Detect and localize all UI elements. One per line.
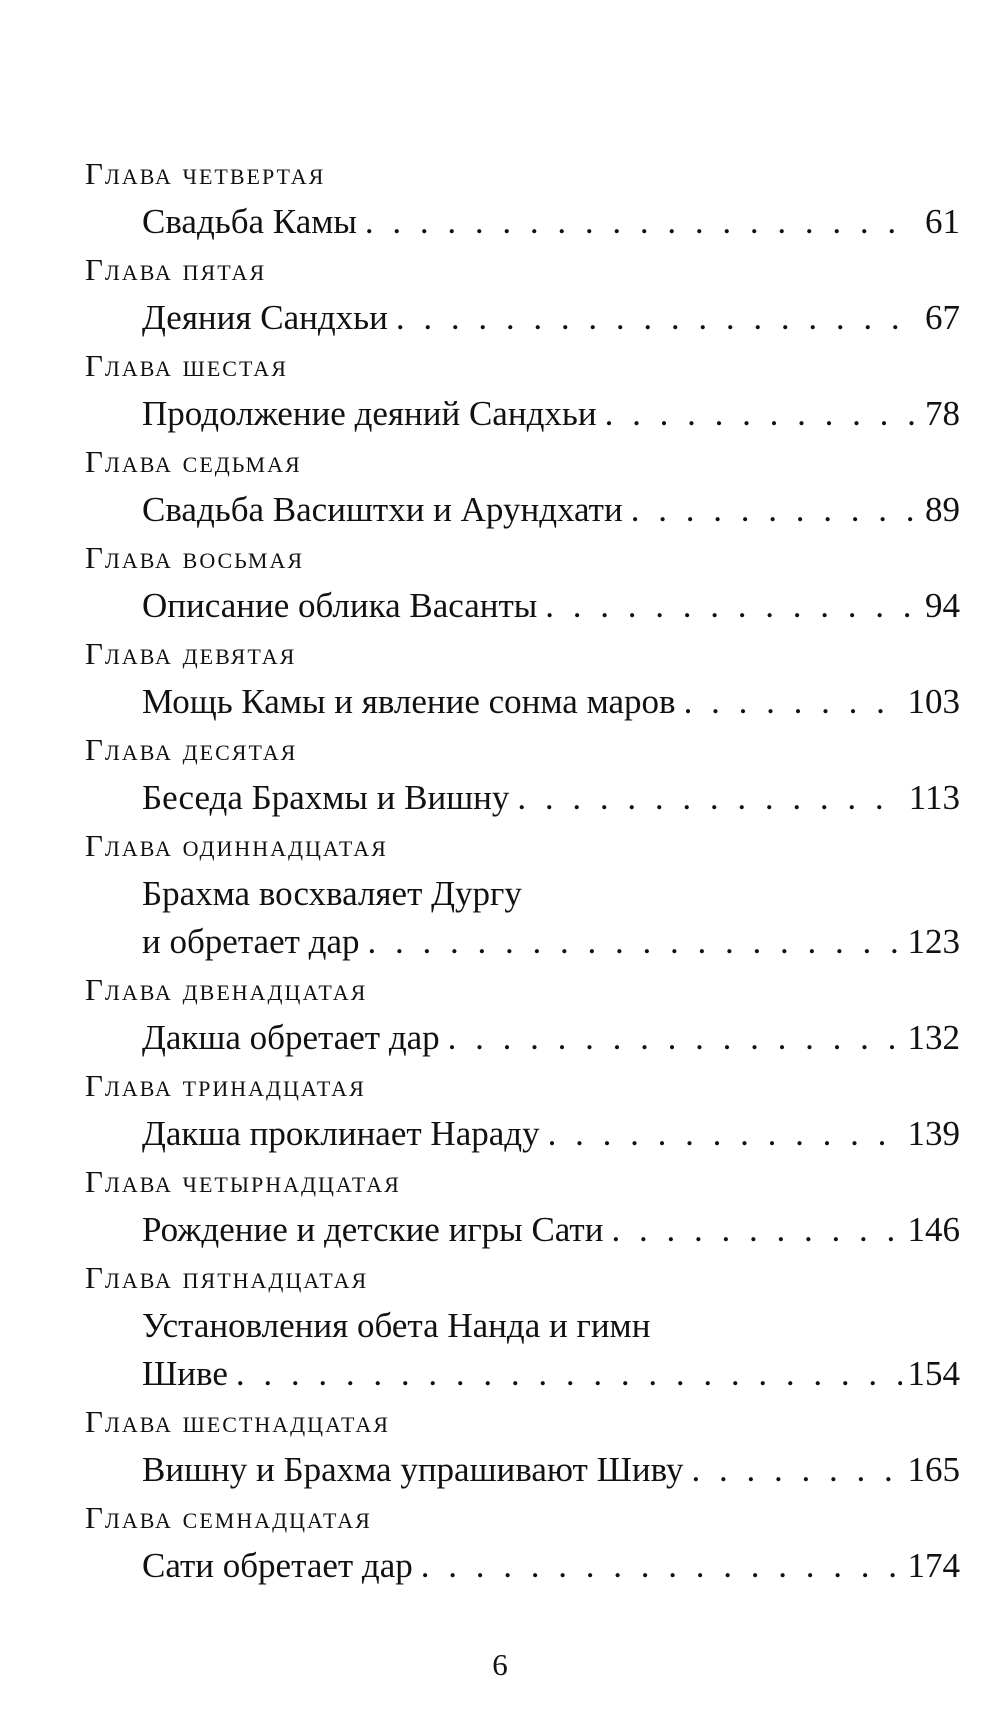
chapter-heading: Глава шестая (85, 348, 288, 383)
chapter-title: Свадьба Камы (142, 202, 357, 241)
entry-page-number: 67 (925, 298, 960, 337)
dot-leader (631, 486, 914, 534)
chapter-title: Установления обета Нанда и гимн (142, 1306, 651, 1345)
entry-page-number: 61 (925, 202, 960, 241)
chapter-heading: Глава четвертая (85, 156, 326, 191)
toc-entry (142, 678, 960, 726)
dot-leader (421, 1542, 902, 1590)
table-of-contents (85, 150, 960, 1590)
chapter-heading: Глава пятая (85, 252, 267, 287)
chapter-heading: Глава тринадцатая (85, 1068, 366, 1103)
entry-page-number: 123 (907, 922, 960, 961)
chapter-heading: Глава двенадцатая (85, 972, 368, 1007)
chapter-title: Шиве (142, 1354, 228, 1393)
entry-page-number: 94 (925, 586, 960, 625)
entry-page-number: 89 (925, 490, 960, 529)
chapter-title: Рождение и детские игры Сати (142, 1210, 604, 1249)
toc-entry (142, 390, 960, 438)
chapter-title: Дакша проклинает Нараду (142, 1114, 540, 1153)
chapter-heading: Глава восьмая (85, 540, 305, 575)
toc-entry-continuation (142, 1302, 960, 1350)
dot-leader (236, 1350, 902, 1398)
dot-leader (691, 1446, 901, 1494)
dot-leader (517, 774, 902, 822)
chapter-title: Беседа Брахмы и Вишну (142, 778, 510, 817)
entry-page-number: 132 (907, 1018, 960, 1057)
chapter-heading: Глава девятая (85, 636, 297, 671)
dot-leader (605, 390, 914, 438)
toc-entry (142, 198, 960, 246)
toc-entry (142, 1446, 960, 1494)
entry-page-number: 174 (907, 1546, 960, 1585)
entry-page-number: 103 (907, 682, 960, 721)
entry-page-number: 113 (908, 778, 960, 817)
chapter-title: Деяния Сандхьи (142, 298, 388, 337)
chapter-title: Сати обретает дар (142, 1546, 413, 1585)
dot-leader (545, 582, 914, 630)
chapter-title: Свадьба Васиштхи и Арундхати (142, 490, 623, 529)
toc-entry (142, 918, 960, 966)
toc-entry (142, 1110, 960, 1158)
chapter-title: Мощь Камы и явление сонма маров (142, 682, 676, 721)
dot-leader (548, 1110, 902, 1158)
toc-entry (142, 294, 960, 342)
chapter-heading: Глава семнадцатая (85, 1500, 372, 1535)
chapter-heading: Глава шестнадцатая (85, 1404, 390, 1439)
toc-entry (142, 1014, 960, 1062)
chapter-title: Вишну и Брахма упрашивают Шиву (142, 1450, 684, 1489)
chapter-title: Дакша обретает дар (142, 1018, 440, 1057)
entry-page-number: 165 (907, 1450, 960, 1489)
chapter-heading: Глава одиннадцатая (85, 828, 388, 863)
toc-entry (142, 1350, 960, 1398)
toc-entry-continuation (142, 870, 960, 918)
toc-entry (142, 774, 960, 822)
toc-entry (142, 1542, 960, 1590)
chapter-heading: Глава десятая (85, 732, 298, 767)
chapter-heading: Глава седьмая (85, 444, 302, 479)
dot-leader (396, 294, 914, 342)
toc-entry (142, 1206, 960, 1254)
chapter-title: Продолжение деяний Сандхьи (142, 394, 597, 433)
dot-leader (448, 1014, 902, 1062)
entry-page-number: 154 (907, 1354, 960, 1393)
chapter-title: и обретает дар (142, 922, 360, 961)
toc-entry (142, 582, 960, 630)
entry-page-number: 139 (907, 1114, 960, 1153)
toc-entry (142, 486, 960, 534)
chapter-heading: Глава четырнадцатая (85, 1164, 401, 1199)
entry-page-number: 146 (907, 1210, 960, 1249)
dot-leader (611, 1206, 901, 1254)
dot-leader (365, 198, 914, 246)
chapter-heading: Глава пятнадцатая (85, 1260, 369, 1295)
chapter-title: Описание облика Васанты (142, 586, 538, 625)
page-number: 6 (492, 1647, 508, 1682)
dot-leader (684, 678, 902, 726)
dot-leader (368, 918, 902, 966)
chapter-title: Брахма восхваляет Дургу (142, 874, 522, 913)
entry-page-number: 78 (925, 394, 960, 433)
